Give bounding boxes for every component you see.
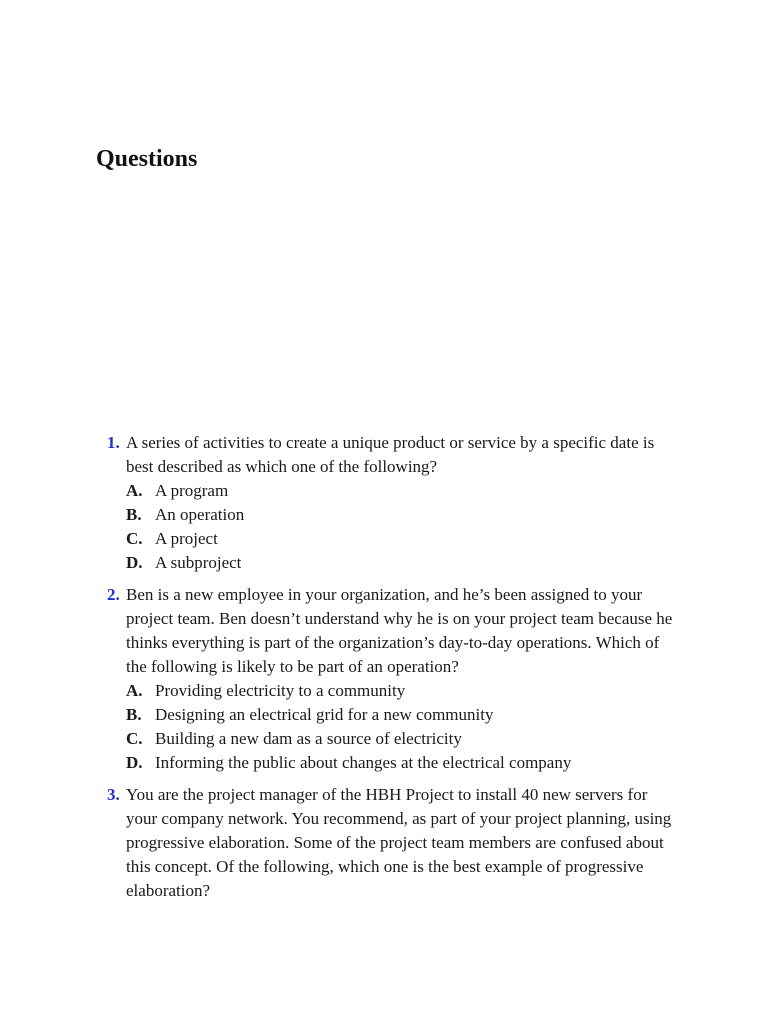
answer-choice: [126, 727, 679, 751]
page-heading: Questions: [96, 146, 198, 172]
choice-text: Designing an electrical grid for a new community: [155, 705, 494, 724]
question-2: [107, 583, 679, 775]
choice-text: An operation: [155, 505, 245, 524]
choice-text: A program: [155, 481, 229, 500]
choice-letter: B.: [126, 705, 142, 724]
choice-letter: D.: [126, 553, 143, 572]
choice-letter: C.: [126, 729, 143, 748]
choice-letter: B.: [126, 505, 142, 524]
question-number: 3.: [107, 785, 120, 804]
choice-text: A project: [155, 529, 218, 548]
question-text: A series of activities to create a unique product or service by a specific date is best described as which one of the following?: [126, 433, 655, 476]
question-list: [107, 431, 679, 911]
choice-letter: A.: [126, 481, 143, 500]
answer-choice: [126, 551, 679, 575]
answer-choice: [126, 479, 679, 503]
question-text: Ben is a new employee in your organization, and he’s been assigned to your project team. Ben doesn’t understand why he is on your project team because he thinks everything is part of the organization’s day-to-day operations. Which of the following is likely to be part of an operation?: [126, 585, 673, 676]
answer-choice: [126, 527, 679, 551]
question-number: 2.: [107, 585, 120, 604]
answer-choices: [126, 679, 679, 775]
question-number: 1.: [107, 433, 120, 452]
choice-letter: A.: [126, 681, 143, 700]
choice-letter: D.: [126, 753, 143, 772]
choice-text: Informing the public about changes at the electrical company: [155, 753, 572, 772]
answer-choice: [126, 703, 679, 727]
choice-text: Building a new dam as a source of electricity: [155, 729, 462, 748]
question-1: [107, 431, 679, 575]
answer-choice: [126, 503, 679, 527]
question-text: You are the project manager of the HBH Project to install 40 new servers for your company network. You recommend, as part of your project planning, using progressive elaboration. Some of the project team members are confused about this concept. Of the following, which one is the best example of progressive elaboration?: [126, 785, 672, 900]
choice-letter: C.: [126, 529, 143, 548]
choice-text: A subproject: [155, 553, 242, 572]
question-3: [107, 783, 679, 903]
answer-choice: [126, 751, 679, 775]
answer-choice: [126, 679, 679, 703]
answer-choices: [126, 479, 679, 575]
choice-text: Providing electricity to a community: [155, 681, 406, 700]
